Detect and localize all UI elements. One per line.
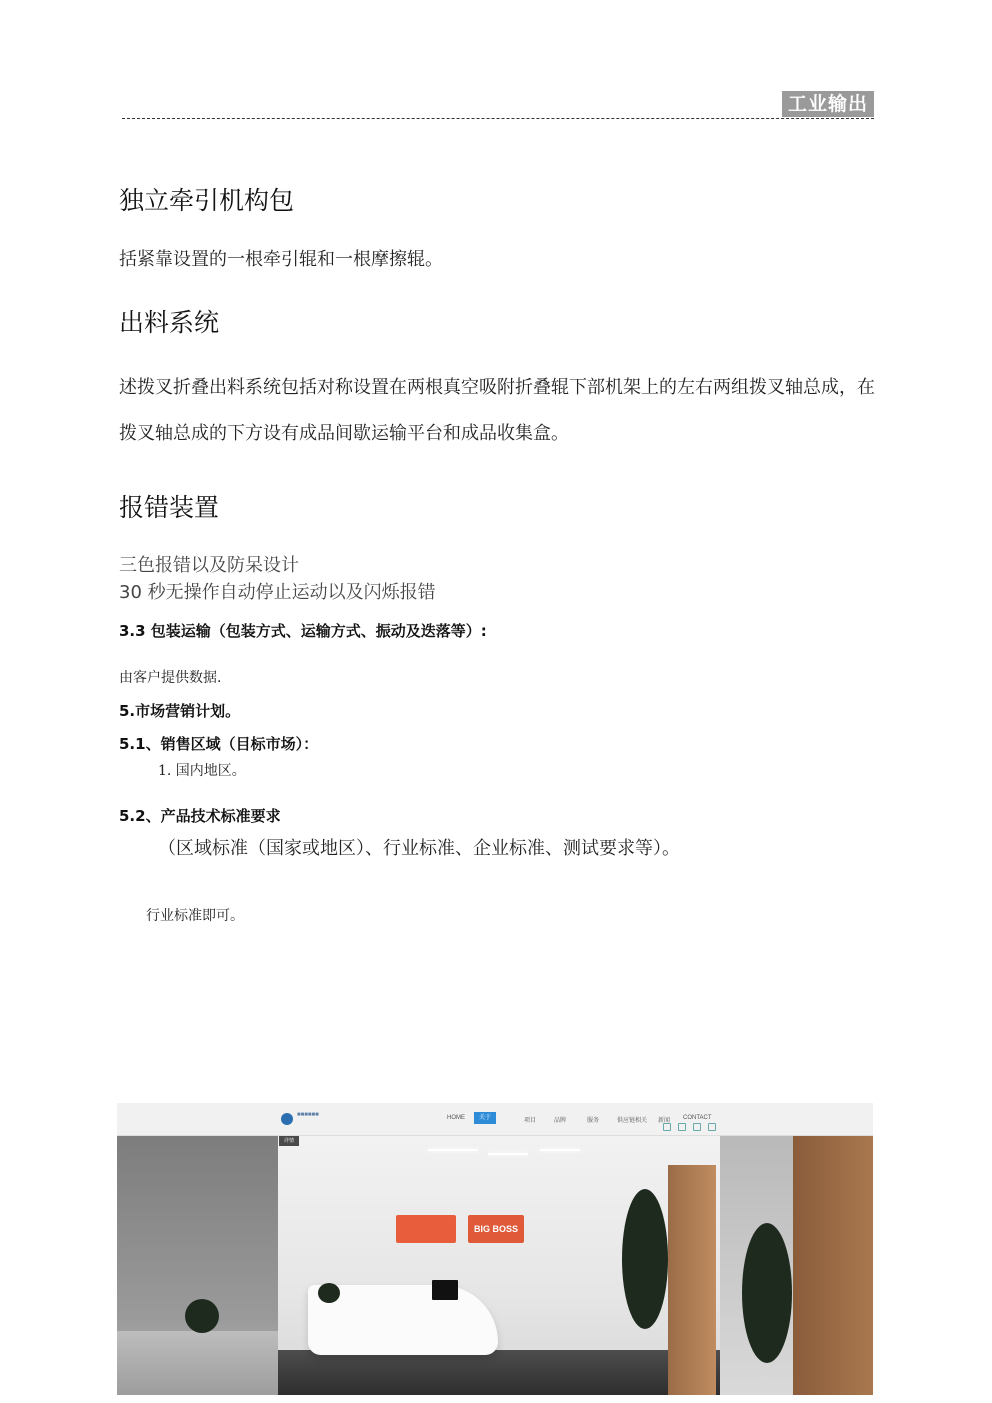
sub-menu-icon[interactable]	[693, 1123, 701, 1131]
sales-region-item: 1. 国内地区。	[158, 763, 246, 779]
website-navbar	[117, 1103, 873, 1136]
photo-label: 详情	[279, 1136, 299, 1146]
monitor	[432, 1280, 458, 1300]
photo-plant	[622, 1189, 668, 1329]
bigboss-sign: BIG BOSS	[468, 1215, 524, 1243]
nav-supply[interactable]: 供应链相关	[617, 1118, 648, 1124]
nav-news[interactable]: 新闻	[658, 1118, 671, 1124]
standards-note: 行业标准即可。	[146, 908, 244, 924]
standards-title: 5.2、产品技术标准要求	[119, 807, 281, 825]
desk-plant	[318, 1283, 340, 1303]
sub-menu-icon[interactable]	[678, 1123, 686, 1131]
error-line-1: 三色报错以及防呆设计	[119, 555, 299, 576]
nav-home[interactable]: HOME	[447, 1115, 465, 1121]
photo-right-wood	[793, 1135, 873, 1395]
heading-error: 报错装置	[119, 493, 220, 522]
standards-desc: （区域标准（国家或地区）、行业标准、企业标准、测试要求等）。	[158, 838, 680, 859]
error-line-2: 30 秒无操作自动停止运动以及闪烁报错	[119, 582, 436, 603]
header-rule	[122, 118, 874, 119]
photo-main	[278, 1135, 720, 1395]
section-tag: 工业输出	[782, 91, 874, 117]
photo-floor	[278, 1350, 720, 1395]
site-logo-text: ■■■■■■	[297, 1112, 319, 1118]
packaging-body: 由客户提供数据.	[119, 670, 222, 686]
heading-traction: 独立牵引机构包	[119, 186, 295, 215]
sub-menu-icon[interactable]	[708, 1123, 716, 1131]
nav-service[interactable]: 服务	[587, 1118, 600, 1124]
nav-projects[interactable]: 项目	[524, 1118, 537, 1124]
ceiling-light	[540, 1149, 580, 1151]
photo-left-plant	[185, 1299, 219, 1333]
office-photo	[117, 1103, 873, 1395]
sales-region-title: 5.1、销售区域（目标市场）：	[119, 735, 319, 753]
body-traction: 括紧靠设置的一根牵引辊和一根摩擦辊。	[119, 249, 443, 270]
site-logo-icon	[281, 1113, 293, 1125]
nav-contact[interactable]: CONTACT	[683, 1115, 712, 1121]
body-discharge: 述拨叉折叠出料系统包括对称设置在两根真空吸附折叠辊下部机架上的左右两组拨叉轴总成，在拨叉轴总成的下方设有成品间歇运输平台和成品收集盒。	[119, 377, 875, 444]
packaging-title: 3.3 包装运输（包装方式、运输方式、振动及迭落等）:	[119, 622, 487, 640]
ceiling-light	[428, 1149, 478, 1151]
ceiling-light	[488, 1153, 528, 1155]
photo-wood-panel	[668, 1165, 716, 1395]
nav-brand[interactable]: 品牌	[554, 1118, 567, 1124]
photo-right-plant	[742, 1223, 792, 1363]
sub-menu-icon[interactable]	[663, 1123, 671, 1131]
marketing-title: 5.市场营销计划。	[119, 702, 241, 720]
logo-sign	[396, 1215, 456, 1243]
nav-about[interactable]: 关于	[474, 1112, 496, 1124]
heading-discharge: 出料系统	[119, 308, 220, 337]
photo-left-desk	[117, 1331, 279, 1395]
